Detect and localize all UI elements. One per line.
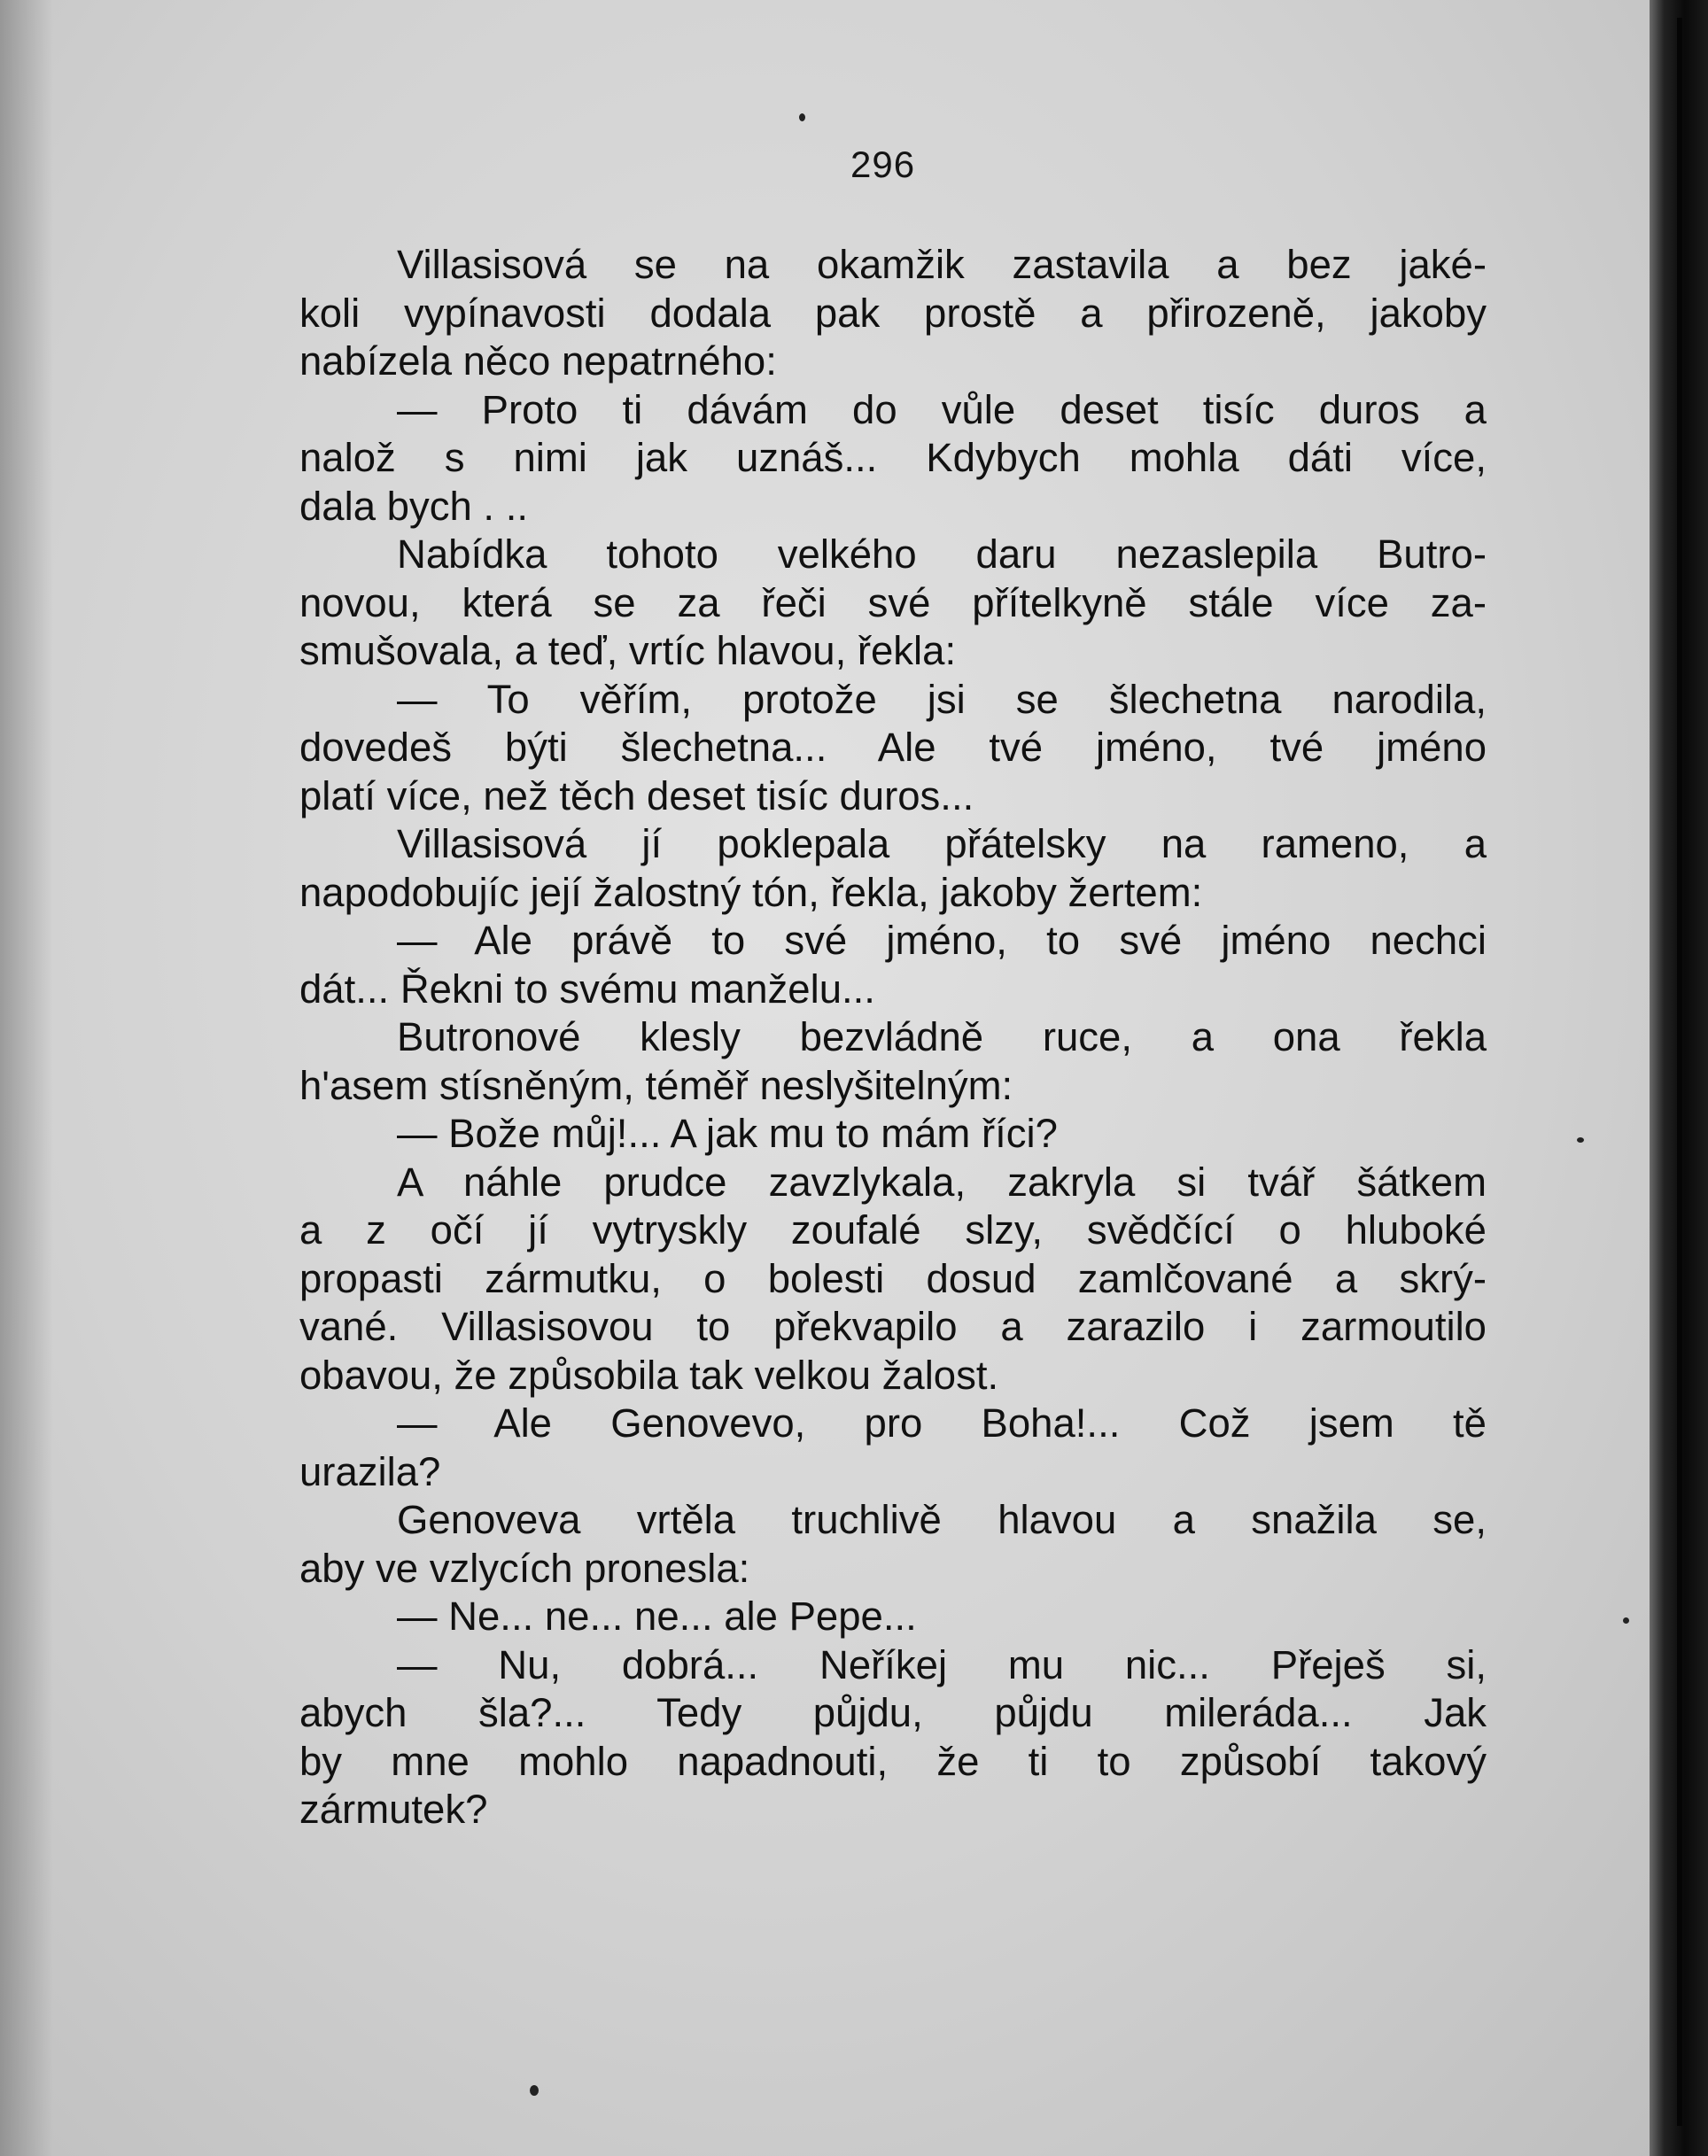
text-line: A náhle prudce zavzlykala, zakryla si tvář šátkem [397,1159,1487,1205]
text-line: vané. Villasisovou to překvapilo a zarazilo i zarmoutilo [299,1304,1487,1349]
scan-speck [1577,1137,1584,1143]
text-line: — Nu, dobrá... Neříkej mu nic... Přeješ si, [397,1641,1487,1687]
body-text [299,241,1487,1834]
text-line: Butronové klesly bezvládně ruce, a ona řekla [397,1014,1487,1059]
text-line: obavou, že způsobila tak velkou žalost. [299,1352,999,1398]
text-line: novou, která se za řeči své přítelkyně stále více za- [299,579,1487,625]
text-line: zármutek? [299,1787,488,1832]
text-line: — Bože můj!... A jak mu to mám říci? [397,1111,1058,1156]
text-line: nalož s nimi jak uznáš... Kdybych mohla dáti více, [299,435,1487,480]
text-line: by mne mohlo napadnouti, že ti to způsobí takový [299,1738,1487,1784]
text-line: napodobujíc její žalostný tón, řekla, jakoby žertem: [299,869,1203,915]
text-line: dala bych . .. [299,483,528,529]
text-line: dát... Řekni to svému manželu... [299,966,875,1012]
scan-speck [1623,1617,1629,1624]
text-line: dovedeš býti šlechetna... Ale tvé jméno, tvé jméno [299,725,1487,770]
text-line: abych šla?... Tedy půjdu, půjdu mileráda... Jak [299,1690,1487,1735]
text-line: Villasisová jí poklepala přátelsky na rameno, a [397,821,1487,866]
text-line: Villasisová se na okamžik zastavila a bez jaké- [397,242,1487,287]
text-line: — Ale právě to své jméno, to své jméno nechci [397,918,1487,963]
text-line: platí více, než těch deset tisíc duros... [299,772,974,818]
text-line: — To věřím, protože jsi se šlechetna narodila, [397,676,1487,722]
text-line: Nabídka tohoto velkého daru nezaslepila Butro- [397,531,1487,577]
page-number: 296 [850,143,916,185]
text-line: smušovala, a teď, vrtíc hlavou, řekla: [299,628,957,673]
text-line: — Proto ti dávám do vůle deset tisíc duros a [397,386,1487,432]
text-line: — Ne... ne... ne... ale Pepe... [397,1594,917,1639]
text-line: nabízela něco nepatrného: [299,338,777,384]
scan-speck [799,113,805,121]
text-line: urazila? [299,1448,441,1494]
scan-speck [530,2085,539,2096]
text-line: Genoveva vrtěla truchlivě hlavou a snažila se, [397,1497,1487,1542]
page-edge-line [1677,18,1682,2126]
page-left-shadow [0,0,53,2156]
text-line: a z očí jí vytryskly zoufalé slzy, svědčící o hluboké [299,1207,1487,1252]
text-line: propasti zármutku, o bolesti dosud zamlčované a skrý- [299,1255,1487,1301]
text-line: aby ve vzlycích pronesla: [299,1545,750,1591]
text-line: — Ale Genovevo, pro Boha!... Což jsem tě [397,1400,1487,1446]
text-line: koli vypínavosti dodala pak prostě a přirozeně, jakoby [299,290,1487,336]
text-line: h'asem stísněným, téměř neslyšitelným: [299,1062,1013,1108]
